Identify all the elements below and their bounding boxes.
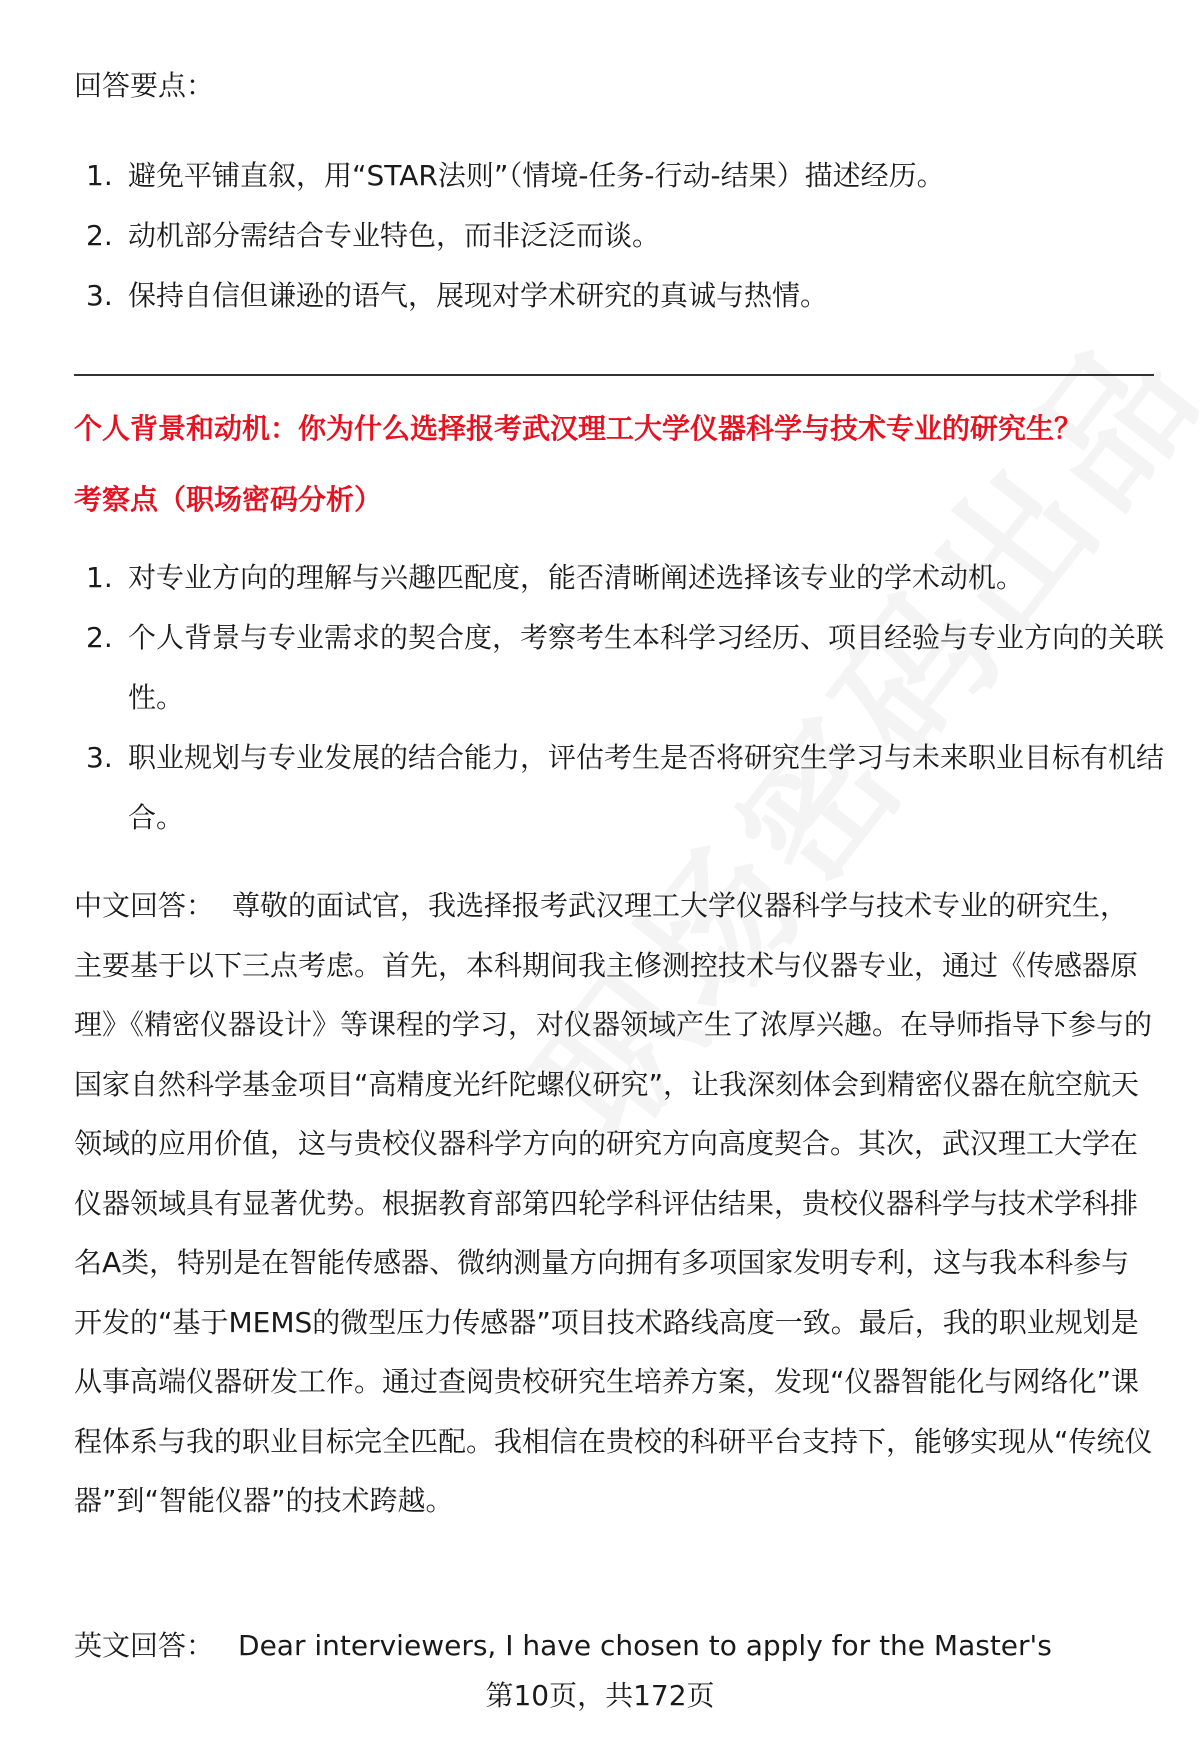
assessment-list	[74, 548, 1200, 848]
answer-points-list	[74, 146, 945, 326]
question-heading: 个人背景和动机：你为什么选择报考武汉理工大学仪器科学与技术专业的研究生？	[74, 412, 1083, 445]
chinese-answer-label: 中文回答：	[74, 889, 215, 922]
list-item	[74, 266, 945, 326]
assessment-heading: 考察点（职场密码分析）	[74, 483, 383, 516]
list-number: 2.	[86, 219, 113, 252]
section-divider	[74, 374, 1154, 376]
chinese-answer-text: 尊敬的面试官，我选择报考武汉理工大学仪器科学与技术专业的研究生，主要基于以下三点考虑。首先，本科期间我主修测控技术与仪器专业，通过《传感器原理》《精密仪器设计》等课程的学习，对仪器领域产生了浓厚兴趣。在导师指导下参与的国家自然科学基金项目“高精度光纤陀螺仪研究”，让我深刻体会到精密仪器在航空航天领域的应用价值，这与贵校仪器科学方向的研究方向高度契合。其次，武汉理工大学在仪器领域具有显著优势。根据教育部第四轮学科评估结果，贵校仪器科学与技术学科排名A类，特别是在智能传感器、微纳测量方向拥有多项国家发明专利，这与我本科参与开发的“基于MEMS的微型压力传感器”项目技术路线高度一致。最后，我的职业规划是从事高端仪器研发工作。通过查阅贵校研究生培养方案，发现“仪器智能化与网络化”课程体系与我的职业目标完全匹配。我相信在贵校的科研平台支持下，能够实现从“传统仪器”到“智能仪器”的技术跨越。	[74, 889, 1153, 1517]
chinese-answer-paragraph	[74, 876, 1154, 1531]
list-number: 3.	[86, 741, 113, 774]
list-item-text: 对专业方向的理解与兴趣匹配度，能否清晰阐述选择该专业的学术动机。	[128, 561, 1025, 594]
list-item-text: 职业规划与专业发展的结合能力，评估考生是否将研究生学习与未来职业目标有机结合。	[128, 741, 1165, 834]
list-number: 1.	[86, 561, 113, 594]
list-number: 3.	[86, 279, 113, 312]
english-answer-label: 英文回答：	[74, 1629, 215, 1662]
page-number: 第10页，共172页	[485, 1679, 715, 1712]
list-item	[74, 608, 1200, 728]
list-item	[74, 206, 945, 266]
english-answer-paragraph	[74, 1622, 1154, 1670]
list-number: 2.	[86, 621, 113, 654]
list-item	[74, 146, 945, 206]
answer-points-label: 回答要点：	[74, 69, 215, 102]
list-item	[74, 548, 1200, 608]
english-answer-text: Dear interviewers, I have chosen to apply for the Master's	[238, 1629, 1052, 1662]
list-item-text: 动机部分需结合专业特色，而非泛泛而谈。	[128, 219, 661, 252]
list-item-text: 保持自信但谦逊的语气，展现对学术研究的真诚与热情。	[128, 279, 829, 312]
list-item-text: 避免平铺直叙，用“STAR法则”（情境-任务-行动-结果）描述经历。	[128, 159, 945, 192]
list-number: 1.	[86, 159, 113, 192]
list-item-text: 个人背景与专业需求的契合度，考察考生本科学习经历、项目经验与专业方向的关联性。	[128, 621, 1165, 714]
list-item	[74, 728, 1200, 848]
